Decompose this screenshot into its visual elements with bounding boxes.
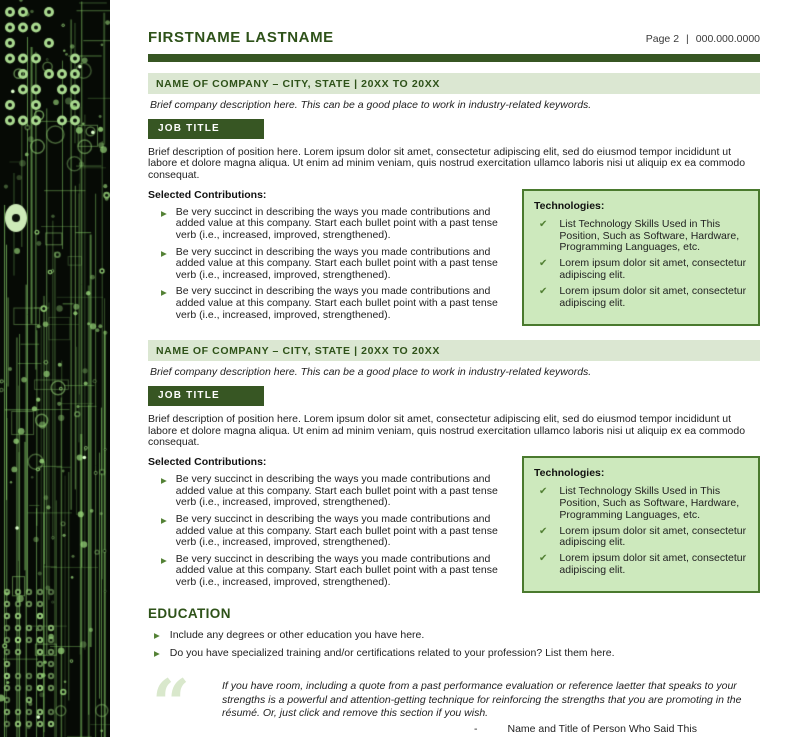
main-content	[148, 0, 760, 736]
page-info-divider: |	[686, 33, 689, 45]
quote-mark-icon: “	[152, 665, 190, 737]
sidebar-artwork	[0, 0, 110, 737]
job-title-badge: JOB TITLE	[148, 386, 264, 406]
technologies-list	[534, 219, 750, 310]
experience-section-1	[148, 73, 760, 326]
education-list	[148, 629, 760, 659]
triangle-bullet-icon: ▶	[161, 515, 167, 525]
page-header	[148, 0, 760, 46]
technology-text: Lorem ipsum dolor sit amet, consectetur adipiscing elit.	[559, 284, 747, 309]
list-item	[534, 486, 750, 521]
technology-text: Lorem ipsum dolor sit amet, consectetur adipiscing elit.	[559, 524, 747, 549]
list-item	[534, 258, 750, 282]
contributions-list	[148, 207, 506, 321]
list-item	[148, 629, 760, 641]
checkmark-icon: ✔	[539, 218, 548, 230]
page-info	[646, 33, 760, 45]
circuit-board-image	[0, 0, 110, 737]
list-item	[148, 474, 506, 509]
company-description: Brief company description here. This can be a good place to work in industry-related keywords.	[150, 365, 592, 378]
company-header: NAME OF COMPANY – CITY, STATE | 20XX TO 20XX	[148, 340, 760, 361]
list-item	[534, 526, 750, 550]
attribution-text: Name and Title of Person Who Said This	[507, 722, 697, 735]
contributions-column	[148, 456, 506, 593]
position-description: Brief description of position here. Lorem ipsum dolor sit amet, consectetur adipiscing elit, sed do eiusmod tempor incididunt ut labore et dolore magna aliqua. Ut enim ad minim veniam, quis nostrud exercitation ullamco laboris nisi ut aliquip ex ea commodo consequat.	[148, 412, 746, 449]
experience-section-2	[148, 340, 760, 593]
phone-number: 000.000.0000	[695, 33, 760, 45]
candidate-name: FIRSTNAME LASTNAME	[148, 29, 334, 46]
contribution-text: Be very succinct in describing the ways you made contributions and added value at this company. Start each bullet point with a past tense verb (i.e., increased, improved, strengthened).	[175, 205, 498, 242]
list-item	[148, 647, 760, 659]
triangle-bullet-icon: ▶	[161, 476, 167, 486]
triangle-bullet-icon: ▶	[161, 288, 167, 298]
technologies-heading: Technologies:	[534, 199, 605, 212]
list-item	[148, 554, 506, 589]
triangle-bullet-icon: ▶	[154, 631, 160, 641]
list-item	[148, 514, 506, 549]
contribution-text: Be very succinct in describing the ways you made contributions and added value at this company. Start each bullet point with a past tense verb (i.e., increased, improved, strengthened).	[175, 552, 498, 588]
checkmark-icon: ✔	[539, 285, 548, 297]
list-item	[534, 219, 750, 254]
technologies-list	[534, 486, 750, 577]
contribution-text: Be very succinct in describing the ways you made contributions and added value at this company. Start each bullet point with a past tense verb (i.e., increased, improved, strengthened).	[175, 245, 498, 281]
quote-attribution	[222, 723, 750, 736]
contributions-row	[148, 456, 760, 593]
technology-text: List Technology Skills Used in This Position, Such as Software, Hardware, Programming Languages, etc.	[559, 485, 740, 521]
education-text: Include any degrees or other education you have here.	[169, 629, 425, 642]
contributions-column	[148, 189, 506, 326]
triangle-bullet-icon: ▶	[161, 555, 167, 565]
quote-section	[148, 665, 760, 737]
list-item	[148, 247, 506, 282]
contributions-heading: Selected Contributions:	[148, 188, 267, 201]
triangle-bullet-icon: ▶	[154, 649, 160, 659]
triangle-bullet-icon: ▶	[161, 248, 167, 258]
technologies-box	[522, 456, 760, 593]
job-title-badge: JOB TITLE	[148, 119, 264, 139]
list-item	[534, 286, 750, 310]
education-heading: EDUCATION	[148, 606, 231, 622]
triangle-bullet-icon: ▶	[161, 208, 167, 218]
company-description: Brief company description here. This can be a good place to work in industry-related keywords.	[150, 98, 592, 111]
technologies-box	[522, 189, 760, 326]
list-item	[148, 286, 506, 321]
technologies-heading: Technologies:	[534, 467, 605, 480]
quote-body	[222, 675, 750, 736]
header-rule	[148, 54, 760, 62]
checkmark-icon: ✔	[539, 525, 548, 537]
list-item	[148, 207, 506, 242]
contribution-text: Be very succinct in describing the ways you made contributions and added value at this company. Start each bullet point with a past tense verb (i.e., increased, improved, strengthened).	[175, 473, 498, 509]
technology-text: Lorem ipsum dolor sit amet, consectetur adipiscing elit.	[559, 552, 747, 576]
checkmark-icon: ✔	[539, 258, 548, 270]
quote-text: If you have room, including a quote from a past performance evaluation or reference laetter that speaks to your strengths is a powerful and attention-getting technique for reinforcing the strengths that you are promoting in the résumé. Or, just click and remove this section if you wish.	[222, 680, 742, 720]
contribution-text: Be very succinct in describing the ways you made contributions and added value at this company. Start each bullet point with a past tense verb (i.e., increased, improved, strengthened).	[175, 512, 498, 549]
technology-text: List Technology Skills Used in This Position, Such as Software, Hardware, Programming Languages, etc.	[559, 217, 740, 254]
list-item	[534, 553, 750, 577]
company-header: NAME OF COMPANY – CITY, STATE | 20XX TO 20XX	[148, 73, 760, 94]
contribution-text: Be very succinct in describing the ways you made contributions and added value at this company. Start each bullet point with a past tense verb (i.e., increased, improved, strengthened).	[175, 285, 498, 321]
attribution-dash: -	[474, 722, 478, 735]
checkmark-icon: ✔	[539, 486, 548, 498]
contributions-list	[148, 474, 506, 588]
contributions-row	[148, 189, 760, 326]
education-section	[148, 606, 760, 659]
page-number: Page 2	[645, 33, 680, 45]
technology-text: Lorem ipsum dolor sit amet, consectetur adipiscing elit.	[559, 257, 747, 282]
education-text: Do you have specialized training and/or certifications related to your profession? List them here.	[169, 647, 615, 660]
contributions-heading: Selected Contributions:	[148, 456, 267, 469]
position-description: Brief description of position here. Lorem ipsum dolor sit amet, consectetur adipiscing elit, sed do eiusmod tempor incididunt ut labore et dolore magna aliqua. Ut enim ad minim veniam, quis nostrud exercitation ullamco laboris nisi ut aliquip ex ea commodo consequat.	[148, 145, 746, 182]
checkmark-icon: ✔	[539, 553, 548, 565]
